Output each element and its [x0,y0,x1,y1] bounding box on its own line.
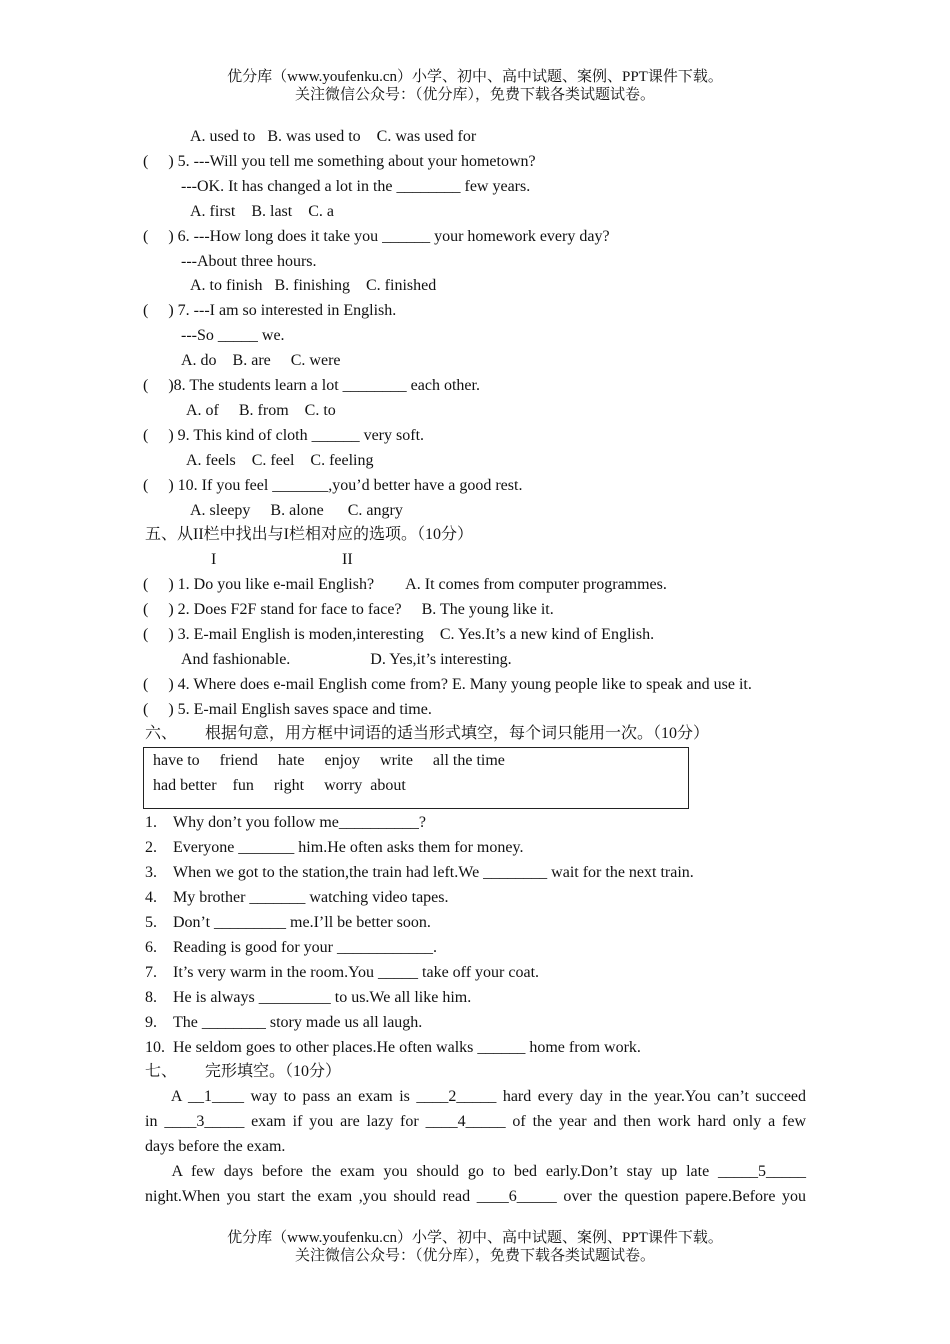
section5-column-i: I [211,551,217,568]
fill-item: Reading is good for your ____________. [173,939,437,956]
fill-item: It’s very warm in the room.You _____ take off your coat. [173,964,540,981]
q6-options: A. to finish B. finishing C. finished [190,277,437,294]
q10-stem: ( ) 10. If you feel _______,you’d better have a good rest. [143,477,523,494]
q7-reply: ---So _____ we. [181,327,285,344]
cloze-blank-4: ____4_____ [425,1113,506,1130]
fill-item-number: 8. [145,989,157,1006]
section5-column-ii: II [342,551,353,568]
word-box-line2: had better fun right worry about [153,777,406,794]
word-box-line1: have to friend hate enjoy write all the time [153,752,505,769]
cloze-text: in [145,1113,158,1130]
fill-item: My brother _______ watching video tapes. [173,889,449,906]
q9-options: A. feels C. feel C. feeling [186,452,374,469]
q8-options: A. of B. from C. to [186,402,336,419]
page-footer-line1: 优分库（www.youfenku.cn）小学、初中、高中试题、案例、PPT课件下载。 [227,1230,723,1246]
match-row: ( ) 4. Where does e-mail English come from? E. Many young people like to speak and use it. [143,676,752,693]
cloze-blank-6: ____6_____ [476,1188,557,1205]
cloze-text: over the question papere.Before you [563,1188,807,1205]
fill-item: He is always _________ to us.We all like him. [173,989,472,1006]
q7-stem: ( ) 7. ---I am so interested in English. [143,302,397,319]
match-row: And fashionable. D. Yes,it’s interesting. [181,651,512,668]
cloze-blank-5: _____5_____ [718,1163,806,1180]
cloze-paragraph2-line2 [145,1187,806,1207]
cloze-text: exam if you are lazy for [251,1113,419,1130]
page-header-line2: 关注微信公众号：（优分库），免费下载各类试题试卷。 [294,87,655,103]
fill-item-number: 3. [145,864,157,881]
fill-item: Don’t _________ me.I’ll be better soon. [173,914,431,931]
match-row: ( ) 3. E-mail English is moden,interesting C. Yes.It’s a new kind of English. [143,626,655,643]
fill-item: He seldom goes to other places.He often walks ______ home from work. [173,1039,641,1056]
q5-options: A. first B. last C. a [190,203,334,220]
fill-item: When we got to the station,the train had left.We ________ wait for the next train. [173,864,694,881]
q9-stem: ( ) 9. This kind of cloth ______ very soft. [143,427,425,444]
fill-item-number: 1. [145,814,157,831]
fill-item-number: 2. [145,839,157,856]
q5-reply: ---OK. It has changed a lot in the ________ few years. [181,178,531,195]
match-row: ( ) 2. Does F2F stand for face to face? B. The young like it. [143,601,554,618]
page-header-line1: 优分库（www.youfenku.cn）小学、初中、高中试题、案例、PPT课件下载。 [227,69,723,85]
fill-item-number: 4. [145,889,157,906]
cloze-text: hard every day in the year.You can’t succeed [502,1088,807,1105]
fill-item: Why don’t you follow me__________? [173,814,427,831]
match-row: ( ) 1. Do you like e-mail English? A. It comes from computer programmes. [143,576,667,593]
q6-stem: ( ) 6. ---How long does it take you ______ your homework every day? [143,228,610,245]
cloze-paragraph1-line3: days before the exam. [145,1138,286,1155]
cloze-text: way to pass an exam is [250,1088,410,1105]
cloze-paragraph1-line1 [145,1087,806,1107]
cloze-paragraph1-line2 [145,1112,806,1132]
section6-title: 六、 根据句意，用方框中词语的适当形式填空，每个词只能用一次。（10分） [145,725,710,742]
q8-stem: ( )8. The students learn a lot ________ each other. [143,377,480,394]
section5-title: 五、从II栏中找出与I栏相对应的选项。（10分） [145,526,473,543]
q5-stem: ( ) 5. ---Will you tell me something about your hometown? [143,153,536,170]
cloze-text: of the year and then work hard only a few [512,1113,807,1130]
fill-item-number: 7. [145,964,157,981]
section7-title: 七、 完形填空。（10分） [145,1063,342,1080]
q7-options: A. do B. are C. were [181,352,341,369]
fill-item-number: 5. [145,914,157,931]
cloze-blank-2: ____2_____ [416,1088,497,1105]
cloze-text: night.When you start the exam ,you should read [145,1188,471,1205]
page-footer-line2: 关注微信公众号：（优分库），免费下载各类试题试卷。 [294,1248,655,1264]
fill-item-number: 9. [145,1014,157,1031]
cloze-paragraph2-line1 [145,1162,806,1182]
q4-options: A. used to B. was used to C. was used for [190,128,477,145]
match-row: ( ) 5. E-mail English saves space and time. [143,701,432,718]
cloze-text: A few days before the exam you should go to bed early.Don’t stay up late [171,1163,710,1180]
fill-item-number: 6. [145,939,157,956]
q10-options: A. sleepy B. alone C. angry [190,502,403,519]
cloze-text: A [170,1088,182,1105]
fill-item: The ________ story made us all laugh. [173,1014,423,1031]
q6-reply: ---About three hours. [181,253,317,270]
fill-item: Everyone _______ him.He often asks them for money. [173,839,524,856]
fill-item-number: 10. [145,1039,165,1056]
cloze-blank-1: __1____ [188,1088,244,1105]
cloze-blank-3: ____3_____ [164,1113,245,1130]
